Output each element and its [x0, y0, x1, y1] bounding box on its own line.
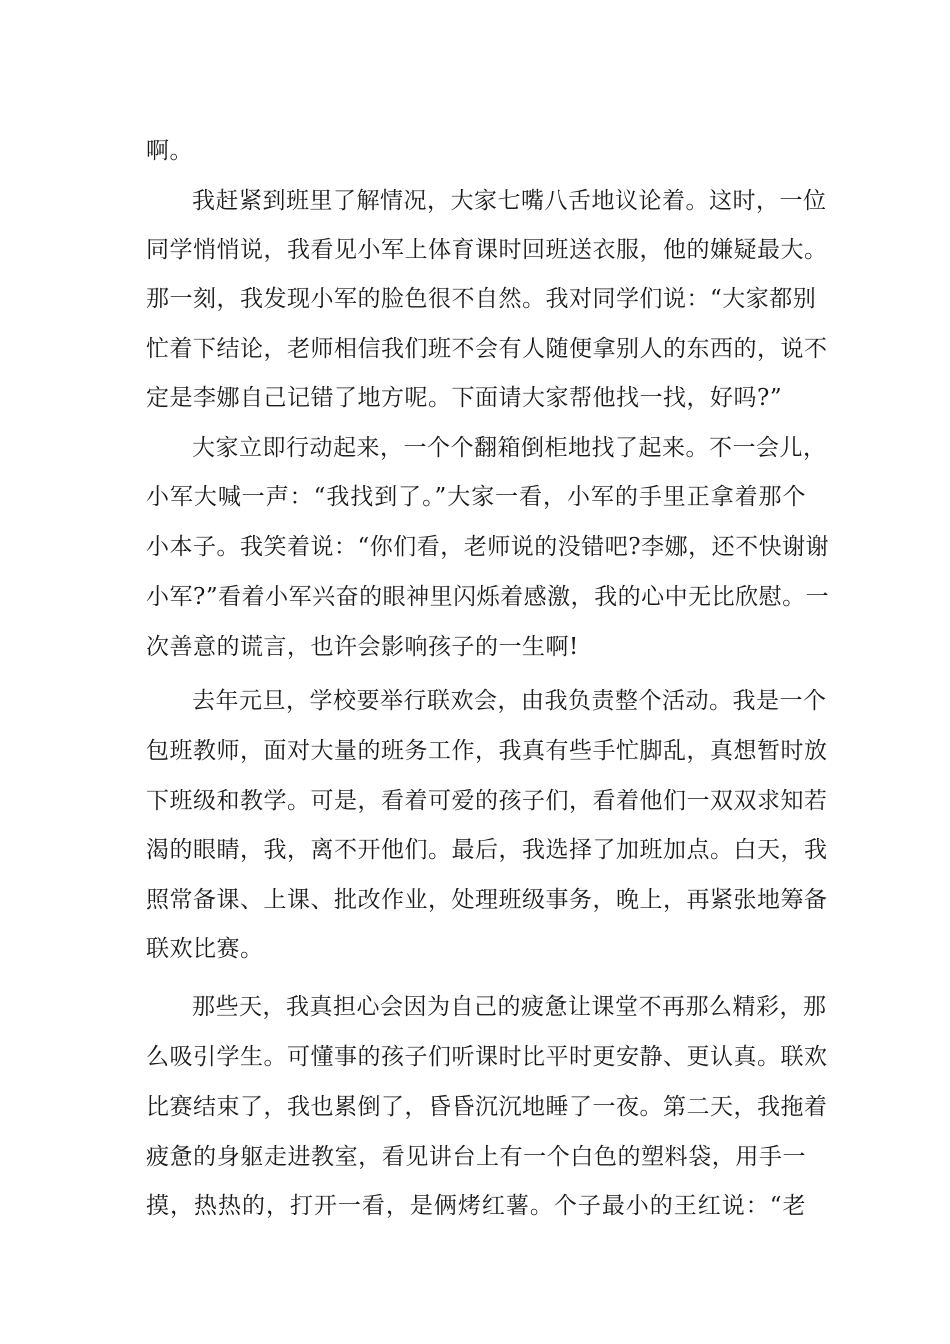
text-line: 渴的眼睛，我，离不开他们。最后，我选择了加班加点。白天，我 — [146, 837, 828, 863]
text-line: 摸，热热的，打开一看，是俩烤红薯。个子最小的王红说：“老 — [146, 1193, 806, 1219]
text-line: 小军?”看着小军兴奋的眼神里闪烁着感激，我的心中无比欣慰。一 — [146, 584, 830, 610]
text-line: 疲惫的身躯走进教室，看见讲台上有一个白色的塑料袋，用手一 — [146, 1144, 806, 1170]
text-line: 忙着下结论，老师相信我们班不会有人随便拿别人的东西的，说不 — [146, 336, 828, 362]
text-line: 联欢比赛。 — [146, 936, 264, 962]
text-line: 么吸引学生。可懂事的孩子们听课时比平时更安静、更认真。联欢 — [146, 1044, 828, 1070]
text-line: 小军大喊一声：“我找到了。”大家一看，小军的手里正拿着那个 — [146, 484, 806, 510]
text-line: 小本子。我笑着说：“你们看，老师说的没错吧?李娜，还不快谢谢 — [146, 534, 830, 560]
text-line: 大家立即行动起来，一个个翻箱倒柜地找了起来。不一会儿， — [192, 435, 827, 461]
text-line: 去年元旦，学校要举行联欢会，由我负责整个活动。我是一个 — [192, 688, 827, 714]
text-line: 照常备课、上课、批改作业，处理班级事务，晚上，再紧张地筹备 — [146, 887, 828, 913]
text-line: 那些天，我真担心会因为自己的疲惫让课堂不再那么精彩，那 — [192, 994, 827, 1020]
text-line: 包班教师，面对大量的班务工作，我真有些手忙脚乱，真想暂时放 — [146, 738, 828, 764]
text-line: 比赛结束了，我也累倒了，昏昏沉沉地睡了一夜。第二天，我拖着 — [146, 1094, 828, 1120]
text-line: 啊。 — [146, 138, 193, 164]
text-line: 同学悄悄说，我看见小军上体育课时回班送衣服，他的嫌疑最大。 — [146, 237, 828, 263]
text-line: 我赶紧到班里了解情况，大家七嘴八舌地议论着。这时，一位 — [192, 188, 827, 214]
text-line: 那一刻，我发现小军的脸色很不自然。我对同学们说：“大家都别 — [146, 286, 817, 312]
text-line: 下班级和教学。可是，看着可爱的孩子们，看着他们一双双求知若 — [146, 788, 828, 814]
text-line: 次善意的谎言，也许会影响孩子的一生啊! — [146, 634, 579, 660]
text-line: 定是李娜自己记错了地方呢。下面请大家帮他找一找，好吗?” — [146, 385, 783, 411]
